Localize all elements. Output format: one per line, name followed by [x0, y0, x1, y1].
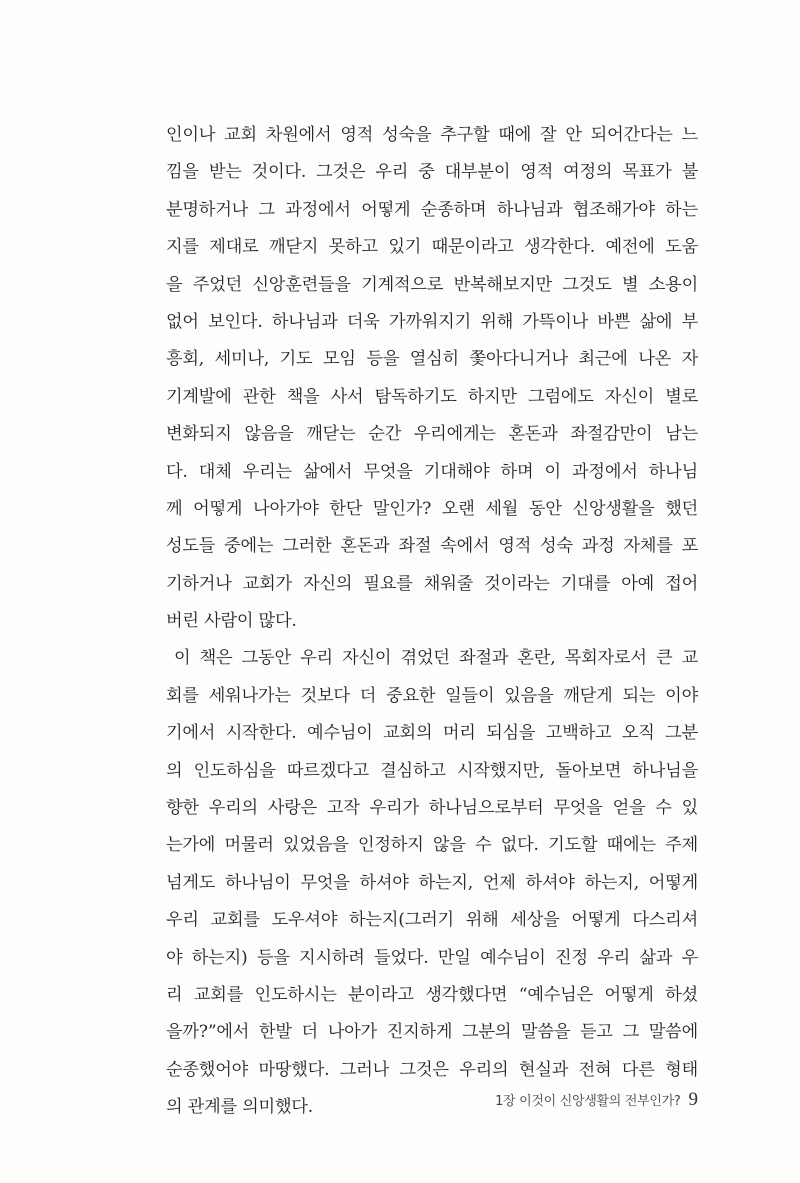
text-line: 우리 교회를 도우셔야 하는지(그러기 위해 세상을 어떻게 다스리셔 [166, 910, 698, 931]
text-line: 다. 대체 우리는 삶에서 무엇을 기대해야 하며 이 과정에서 하나님 [166, 461, 698, 482]
body-text [166, 117, 698, 1127]
text-line: 이 책은 그동안 우리 자신이 겪었던 좌절과 혼란, 목회자로서 큰 교 [174, 648, 698, 669]
text-line: 야 하는지) 등을 지시하려 들었다. 만일 예수님이 진정 우리 삶과 우 [166, 947, 698, 968]
text-line: 흥회, 세미나, 기도 모임 등을 열심히 쫓아다니거나 최근에 나온 자 [166, 349, 698, 370]
text-line: 기하거나 교회가 자신의 필요를 채워줄 것이라는 기대를 아예 접어 [166, 573, 698, 594]
text-line: 향한 우리의 사랑은 고작 우리가 하나님으로부터 무엇을 얻을 수 있 [166, 798, 698, 819]
page-number: 9 [688, 1089, 698, 1110]
text-line: 을까?”에서 한발 더 나아가 진지하게 그분의 말씀을 듣고 그 말씀에 [166, 1022, 698, 1043]
text-line: 께 어떻게 나아가야 한단 말인가? 오랜 세월 동안 신앙생활을 했던 [166, 498, 698, 519]
text-line: 순종했어야 마땅했다. 그러나 그것은 우리의 현실과 전혀 다른 형태 [166, 1059, 698, 1080]
text-line: 리 교회를 인도하시는 분이라고 생각했다면 “예수님은 어떻게 하셨 [166, 984, 698, 1005]
text-line: 지를 제대로 깨닫지 못하고 있기 때문이라고 생각한다. 예전에 도움 [166, 237, 698, 258]
text-line: 변화되지 않음을 깨닫는 순간 우리에게는 혼돈과 좌절감만이 남는 [166, 424, 698, 445]
paragraph-1 [166, 117, 698, 640]
text-line: 을 주었던 신앙훈련들을 기계적으로 반복해보지만 그것도 별 소용이 [166, 274, 698, 295]
paragraph-2 [166, 640, 698, 1126]
text-line: 성도들 중에는 그러한 혼돈과 좌절 속에서 영적 성숙 과정 자체를 포 [166, 536, 698, 557]
text-line: 낌을 받는 것이다. 그것은 우리 중 대부분이 영적 여정의 목표가 불 [166, 162, 698, 183]
text-line: 넘게도 하나님이 무엇을 하셔야 하는지, 언제 하셔야 하는지, 어떻게 [166, 872, 698, 893]
text-line: 분명하거나 그 과정에서 어떻게 순종하며 하나님과 협조해가야 하는 [166, 199, 698, 220]
text-line: 의 관계를 의미했다. [166, 1097, 314, 1118]
text-line: 는가에 머물러 있었음을 인정하지 않을 수 없다. 기도할 때에는 주제 [166, 835, 698, 856]
text-line: 인이나 교회 차원에서 영적 성숙을 추구할 때에 잘 안 되어간다는 느 [166, 125, 698, 145]
text-line: 기계발에 관한 책을 사서 탐독하기도 하지만 그럼에도 자신이 별로 [166, 386, 698, 407]
running-head: 1장 이것이 신앙생활의 전부인가? [495, 1094, 681, 1109]
page-footer [495, 1089, 698, 1111]
text-line: 회를 세워나가는 것보다 더 중요한 일들이 있음을 깨닫게 되는 이야 [166, 685, 698, 706]
text-line: 기에서 시작한다. 예수님이 교회의 머리 되심을 고백하고 오직 그분 [166, 723, 698, 744]
text-line: 버린 사람이 많다. [166, 611, 297, 632]
text-line: 없어 보인다. 하나님과 더욱 가까워지기 위해 가뜩이나 바쁜 삶에 부 [166, 311, 698, 332]
text-line: 의 인도하심을 따르겠다고 결심하고 시작했지만, 돌아보면 하나님을 [166, 760, 698, 781]
